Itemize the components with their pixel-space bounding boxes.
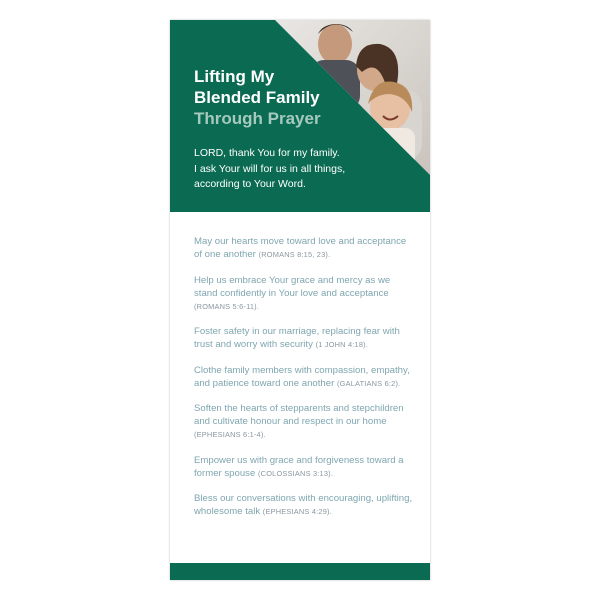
- prayer-item: [194, 274, 416, 313]
- prayer-text: Foster safety in our marriage, replacing fear with trust and worry with security: [194, 326, 400, 350]
- prayer-text: Help us embrace Your grace and mercy as we stand confidently in Your love and acceptance: [194, 274, 391, 299]
- prayer-item: [194, 364, 416, 390]
- title-line-1: Lifting My: [194, 67, 275, 86]
- scripture-reference: (1 JOHN 4:18).: [315, 340, 369, 349]
- scripture-reference: (ROMANS 5:6-11).: [194, 301, 260, 311]
- prayer-item: [194, 325, 416, 351]
- hero-header: [170, 20, 430, 212]
- page-title: [194, 66, 374, 129]
- scripture-reference: (COLOSSIANS 3:13).: [258, 468, 334, 478]
- scripture-reference: (EPHESIANS 6:1-4).: [194, 430, 266, 439]
- footer-band: [170, 563, 430, 580]
- intro-line-3: according to Your Word.: [194, 178, 306, 190]
- prayer-item: [194, 454, 416, 480]
- prayer-text: Empower us with grace and forgiveness toward a former spouse: [194, 454, 404, 479]
- intro-text: [194, 146, 394, 193]
- intro-line-2: I ask Your will for us in all things,: [194, 162, 346, 175]
- title-line-2: Blended Family: [194, 88, 320, 107]
- scripture-reference: (ROMANS 8:15, 23).: [258, 250, 331, 259]
- prayer-text: Clothe family members with compassion, empathy, and patience toward one another: [194, 364, 410, 389]
- prayer-text: Bless our conversations with encouraging, uplifting, wholesome talk: [194, 493, 413, 517]
- prayer-item: [194, 492, 416, 518]
- prayer-item: [194, 402, 416, 441]
- scripture-reference: (EPHESIANS 4:29).: [262, 507, 332, 516]
- intro-line-1: LORD, thank You for my family.: [194, 147, 340, 159]
- prayer-text: May our hearts move toward love and acceptance of one another: [194, 236, 407, 260]
- prayer-list: [194, 235, 416, 531]
- prayer-text: Soften the hearts of stepparents and stepchildren and cultivate honour and respect in our home: [194, 403, 404, 427]
- prayer-item: [194, 235, 416, 261]
- scripture-reference: (GALATIANS 6:2).: [336, 378, 401, 388]
- title-line-3: Through Prayer: [194, 109, 321, 128]
- prayer-card: [170, 20, 430, 580]
